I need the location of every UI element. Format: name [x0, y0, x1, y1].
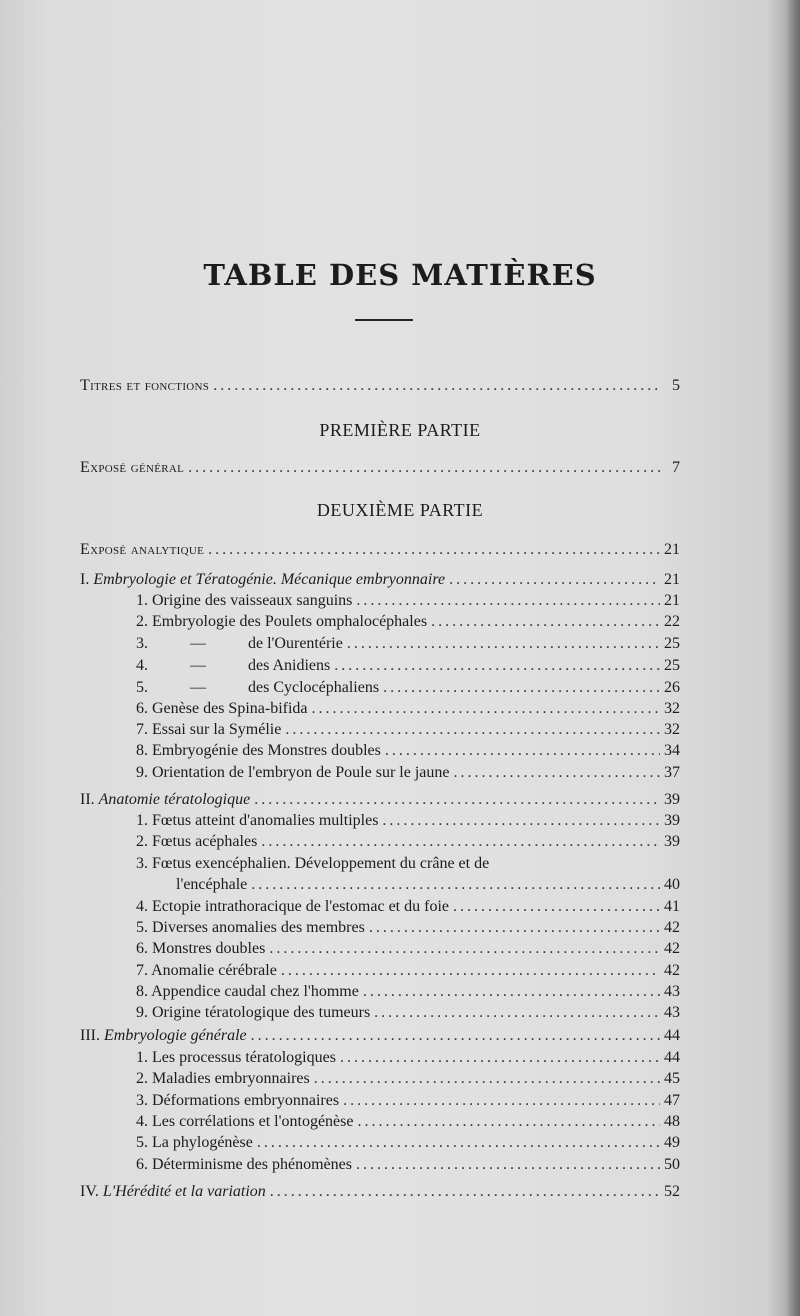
toc-item — [136, 1133, 680, 1153]
toc-entry-titres — [80, 376, 680, 396]
leader-dots — [363, 982, 660, 1002]
toc-entry-page: 52 — [664, 1183, 680, 1200]
toc-entry-page: 40 — [664, 876, 680, 893]
toc-item — [136, 897, 680, 917]
toc-section-label — [80, 1182, 266, 1202]
leader-dots — [334, 656, 660, 676]
toc-item — [136, 918, 680, 938]
toc-entry-expose-general — [80, 458, 680, 478]
section-number: I. — [80, 571, 90, 588]
leader-dots — [188, 458, 660, 478]
toc-item — [136, 1048, 680, 1068]
toc-entry-label: Exposé général — [80, 459, 185, 476]
toc-item — [136, 699, 680, 719]
leader-dots — [383, 678, 660, 698]
section-title: L'Hérédité et la variation — [102, 1183, 266, 1200]
toc-entry-page: 37 — [664, 764, 680, 781]
item-number: 6. — [136, 1156, 148, 1173]
item-number: 8. — [136, 983, 148, 1000]
leader-dots — [431, 612, 660, 632]
toc-entry-page: 42 — [664, 940, 680, 957]
leader-dots — [269, 939, 660, 959]
toc-section-1 — [80, 570, 680, 590]
item-number: 2. — [136, 1070, 148, 1087]
item-label: Fœtus acéphales — [152, 833, 258, 850]
item-label: Anomalie cérébrale — [151, 962, 277, 979]
item-number: 3. — [136, 635, 148, 652]
item-number: 5. — [136, 1134, 148, 1151]
leader-dots — [453, 763, 660, 783]
item-number: 6. — [136, 940, 148, 957]
leader-dots — [449, 570, 660, 590]
toc-entry-page: 43 — [664, 983, 680, 1000]
item-number: 8. — [136, 742, 148, 759]
part1-heading: PREMIÈRE PARTIE — [319, 420, 481, 440]
leader-dots — [357, 1112, 660, 1132]
item-number: 2. — [136, 613, 148, 630]
toc-entry-page: 41 — [664, 898, 680, 915]
item-label: des Cyclocéphaliens — [248, 679, 380, 696]
item-number: 7. — [136, 721, 148, 738]
toc-entry-page: 7 — [672, 459, 680, 476]
toc-entry-page: 21 — [664, 571, 680, 588]
leader-dots — [285, 720, 660, 740]
item-label: Fœtus atteint d'anomalies multiples — [152, 812, 379, 829]
toc-entry-page: 43 — [664, 1004, 680, 1021]
toc-section-4 — [80, 1182, 680, 1202]
item-label: Les corrélations et l'ontogénèse — [152, 1113, 354, 1130]
item-label: Origine tératologique des tumeurs — [152, 1004, 371, 1021]
leader-dots — [347, 634, 660, 654]
item-number: 9. — [136, 764, 148, 781]
toc-entry-page: 26 — [664, 679, 680, 696]
toc-item — [136, 1091, 680, 1111]
toc-entry-page: 25 — [664, 657, 680, 674]
item-label: Les processus tératologiques — [152, 1049, 336, 1066]
item-label: Déterminisme des phénomènes — [152, 1156, 352, 1173]
ditto-dash: — — [190, 635, 206, 652]
toc-entry-page: 42 — [664, 919, 680, 936]
toc-item — [136, 1069, 680, 1089]
item-number: 6. — [136, 700, 148, 717]
item-number: 1. — [136, 812, 148, 829]
page-edge-shadow — [786, 0, 800, 1316]
leader-dots — [356, 591, 660, 611]
leader-dots — [208, 540, 660, 560]
leader-dots — [312, 699, 660, 719]
leader-dots — [356, 1155, 660, 1175]
item-label: Ectopie intrathoracique de l'estomac et du foie — [152, 898, 449, 915]
leader-dots — [251, 875, 660, 895]
item-number: 5. — [136, 919, 148, 936]
page-title: TABLE DES MATIÈRES — [203, 258, 597, 292]
toc-entry-page: 48 — [664, 1113, 680, 1130]
toc-item — [136, 854, 680, 874]
toc-entry-page: 39 — [664, 833, 680, 850]
item-number: 4. — [136, 657, 148, 674]
toc-entry-expose-analytique — [80, 540, 680, 560]
section-title: Embryologie générale — [103, 1027, 247, 1044]
toc-entry-label: Titres et fonctions — [80, 377, 210, 394]
section-number: II. — [80, 791, 95, 808]
toc-entry-page: 39 — [664, 812, 680, 829]
toc-section-3 — [80, 1026, 680, 1046]
toc-item-continuation — [176, 875, 680, 895]
toc-entry-page: 21 — [664, 541, 680, 558]
toc-entry-page: 45 — [664, 1070, 680, 1087]
item-number: 4. — [136, 898, 148, 915]
toc-item — [136, 656, 680, 676]
item-number: 3. — [136, 855, 148, 872]
toc-entry-page: 44 — [664, 1027, 680, 1044]
item-number: 2. — [136, 833, 148, 850]
leader-dots — [261, 832, 660, 852]
leader-dots — [254, 790, 660, 810]
leader-dots — [251, 1026, 660, 1046]
item-number: 4. — [136, 1113, 148, 1130]
toc-entry-page: 42 — [664, 962, 680, 979]
item-label: La phylogénèse — [152, 1134, 253, 1151]
toc-item — [136, 1155, 680, 1175]
item-label: Diverses anomalies des membres — [152, 919, 365, 936]
toc-entry-page: 25 — [664, 635, 680, 652]
item-label: Déformations embryonnaires — [152, 1092, 340, 1109]
ditto-dash: — — [190, 657, 206, 674]
leader-dots — [314, 1069, 660, 1089]
toc-entry-page: 32 — [664, 700, 680, 717]
title-rule — [355, 319, 413, 321]
toc-item — [136, 961, 680, 981]
item-number: 1. — [136, 592, 148, 609]
section-number: IV. — [80, 1183, 99, 1200]
toc-entry-page: 49 — [664, 1134, 680, 1151]
item-label: Maladies embryonnaires — [152, 1070, 310, 1087]
item-number: 1. — [136, 1049, 148, 1066]
toc-entry-page: 5 — [672, 377, 680, 394]
leader-dots — [374, 1003, 660, 1023]
item-label: Origine des vaisseaux sanguins — [152, 592, 353, 609]
toc-entry-page: 34 — [664, 742, 680, 759]
leader-dots — [453, 897, 660, 917]
toc-entry-page: 22 — [664, 613, 680, 630]
toc-item — [136, 832, 680, 852]
toc-item — [136, 591, 680, 611]
section-title: Embryologie et Tératogénie. Mécanique embryonnaire — [93, 571, 446, 588]
toc-item — [136, 720, 680, 740]
toc-item — [136, 939, 680, 959]
toc-item — [136, 634, 680, 654]
section-title: Anatomie tératologique — [98, 791, 251, 808]
item-number: 7. — [136, 962, 148, 979]
ditto-dash: — — [190, 679, 206, 696]
part2-heading: DEUXIÈME PARTIE — [316, 500, 484, 520]
toc-item — [136, 678, 680, 698]
toc-entry-page: 32 — [664, 721, 680, 738]
leader-dots — [343, 1091, 660, 1111]
leader-dots — [382, 811, 660, 831]
item-number: 3. — [136, 1092, 148, 1109]
section-number: III. — [80, 1027, 100, 1044]
leader-dots — [369, 918, 660, 938]
item-label: Genèse des Spina-bifida — [152, 700, 308, 717]
toc-entry-page: 39 — [664, 791, 680, 808]
toc-section-label — [80, 790, 250, 810]
item-label: des Anidiens — [248, 657, 331, 674]
leader-dots — [270, 1182, 660, 1202]
toc-item — [136, 612, 680, 632]
item-label: Essai sur la Symélie — [152, 721, 282, 738]
item-label: Appendice caudal chez l'homme — [151, 983, 359, 1000]
toc-section-label — [80, 570, 445, 590]
leader-dots — [213, 376, 660, 396]
leader-dots — [340, 1048, 660, 1068]
toc-item — [136, 1112, 680, 1132]
toc-section-label — [80, 1026, 247, 1046]
toc-item — [136, 763, 680, 783]
toc-item — [136, 982, 680, 1002]
toc-entry-page: 21 — [664, 592, 680, 609]
item-label: Embryogénie des Monstres doubles — [152, 742, 381, 759]
item-number: 9. — [136, 1004, 148, 1021]
item-label: Monstres doubles — [152, 940, 266, 957]
toc-item — [136, 811, 680, 831]
toc-entry-page: 50 — [664, 1156, 680, 1173]
item-label: Embryologie des Poulets omphalocéphales — [152, 613, 428, 630]
toc-item — [136, 1003, 680, 1023]
item-number: 5. — [136, 679, 148, 696]
toc-entry-label: Exposé analytique — [80, 541, 205, 558]
toc-section-2 — [80, 790, 680, 810]
leader-dots — [257, 1133, 660, 1153]
toc-entry-page: 44 — [664, 1049, 680, 1066]
leader-dots — [281, 961, 660, 981]
toc-item — [136, 741, 680, 761]
item-label: de l'Ourentérie — [248, 635, 343, 652]
item-label: Orientation de l'embryon de Poule sur le jaune — [152, 764, 450, 781]
leader-dots — [385, 741, 660, 761]
item-label: Fœtus exencéphalien. Développement du crâne et de — [152, 855, 490, 872]
item-label: l'encéphale — [176, 876, 248, 893]
toc-entry-page: 47 — [664, 1092, 680, 1109]
